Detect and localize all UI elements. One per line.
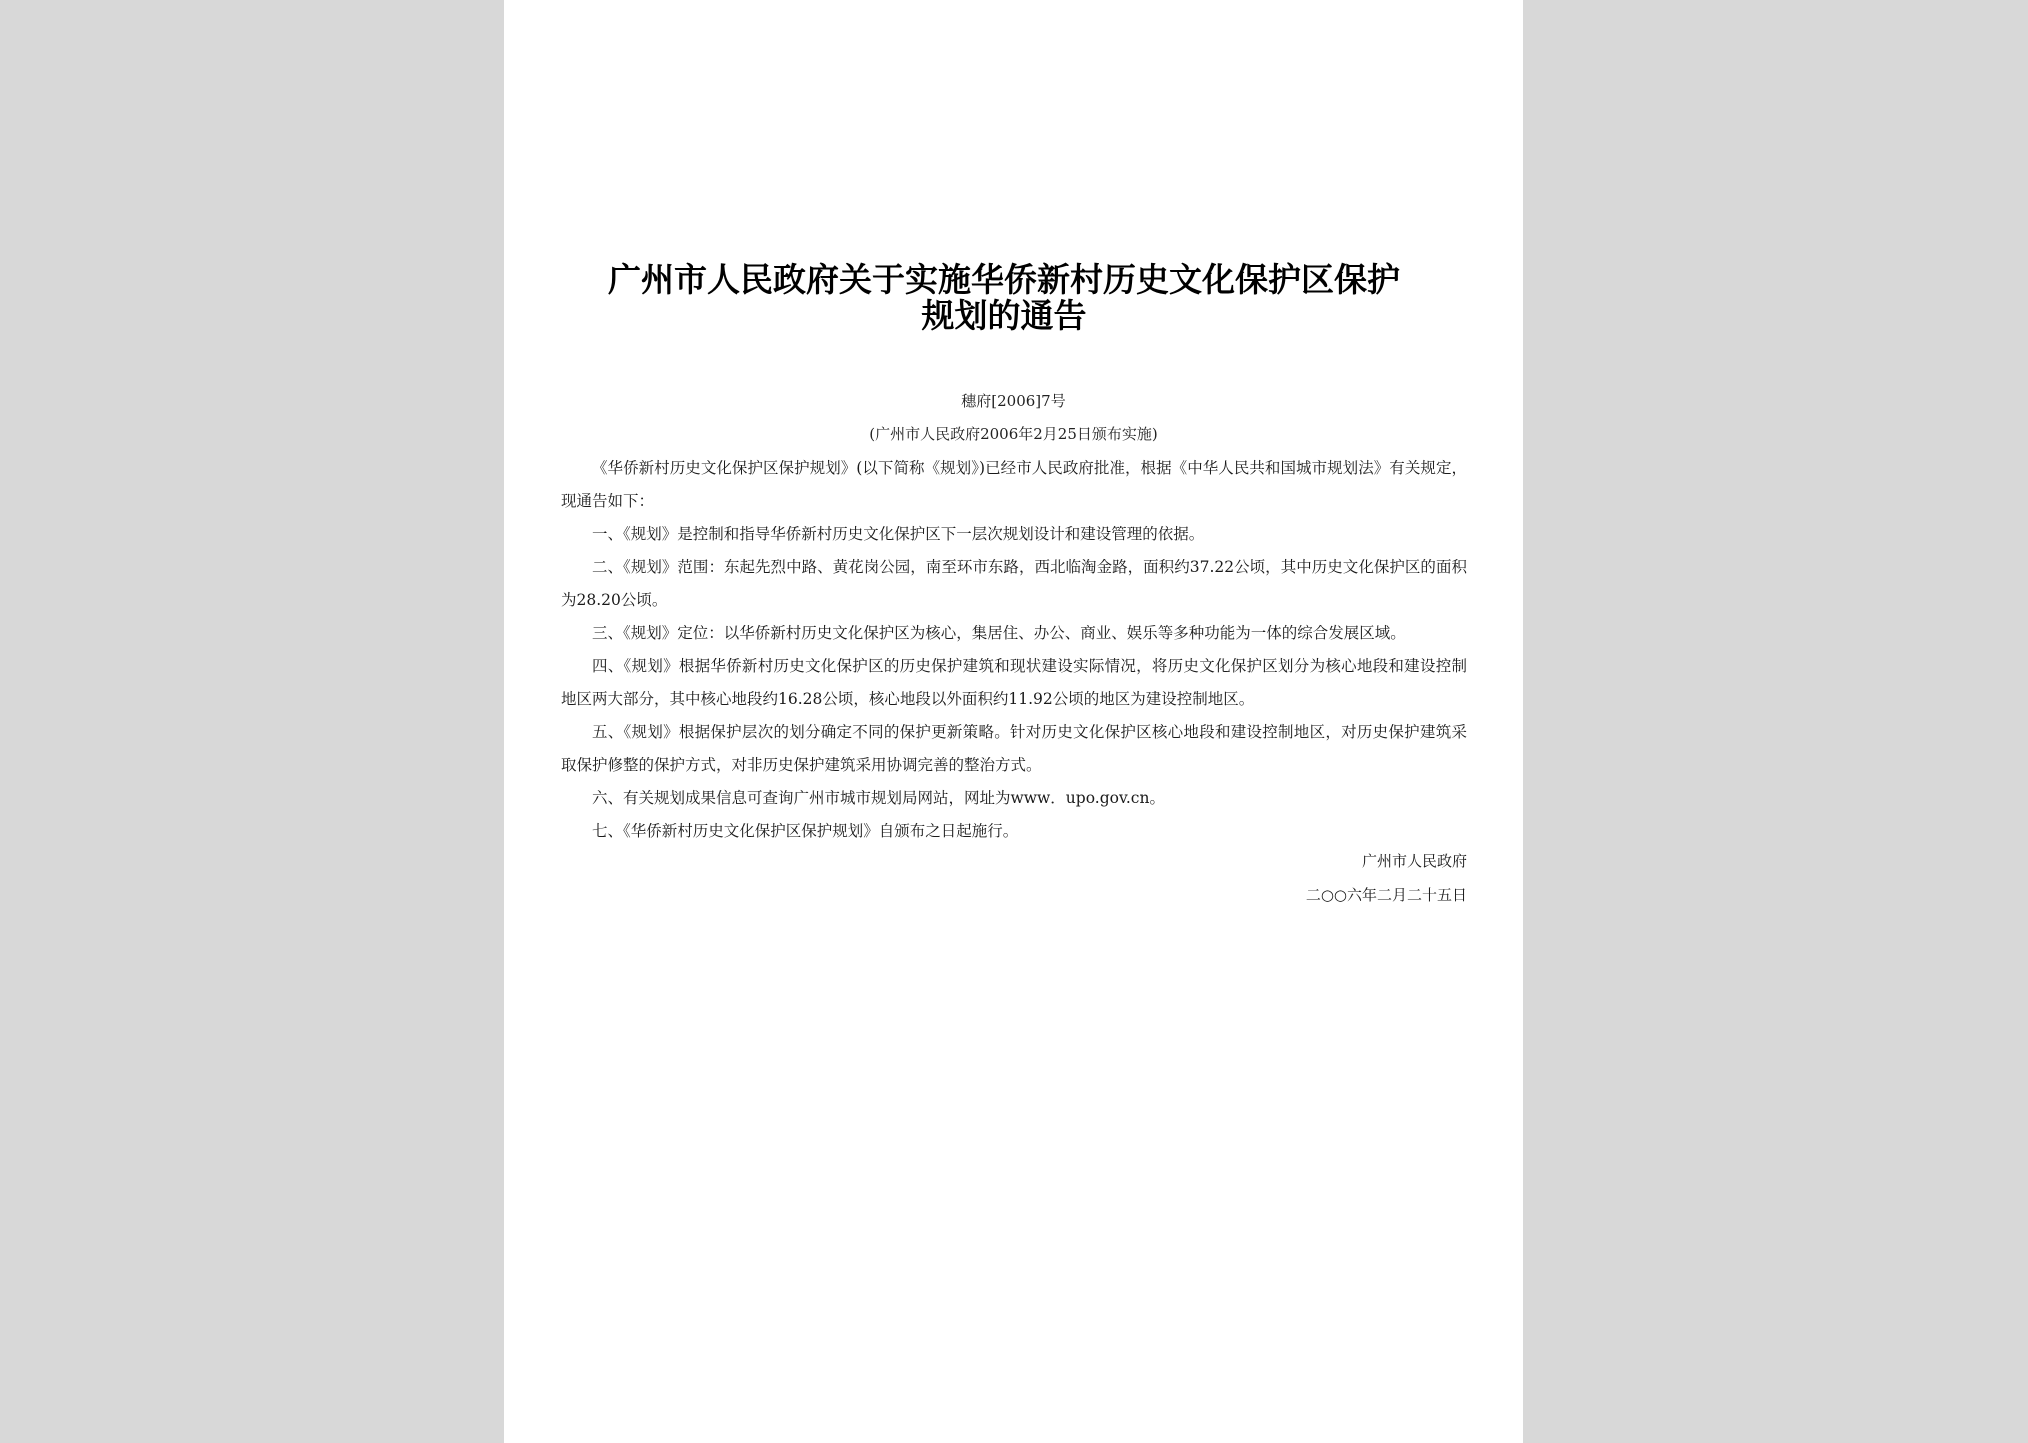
issuer-signature: 广州市人民政府 [1361, 852, 1467, 870]
paragraph-4: 四、《规划》根据华侨新村历史文化保护区的历史保护建筑和现状建设实际情况，将历史文化保护区划分为核心地段和建设控制地区两大部分，其中核心地段约16.28公顷，核心地段以外面积约11.92公顷的地区为建设控制地区。 [561, 657, 1467, 708]
paragraph-3: 三、《规划》定位：以华侨新村历史文化保护区为核心，集居住、办公、商业、娱乐等多种功能为一体的综合发展区域。 [592, 624, 1406, 642]
paragraph-2: 二、《规划》范围：东起先烈中路、黄花岗公园，南至环市东路，西北临淘金路，面积约37.22公顷，其中历史文化保护区的面积为28.20公顷。 [561, 558, 1467, 609]
document-title: 广州市人民政府关于实施华侨新村历史文化保护区保护规划的通告 [608, 260, 1400, 335]
paragraph-intro: 《华侨新村历史文化保护区保护规划》(以下简称《规划》)已经市人民政府批准，根据《中华人民共和国城市规划法》有关规定，现通告如下： [561, 459, 1467, 510]
paragraph-7: 七、《华侨新村历史文化保护区保护规划》自颁布之日起施行。 [592, 822, 1019, 840]
document-page [504, 0, 1523, 1443]
document-body [561, 452, 1467, 848]
document-subtitle: (广州市人民政府2006年2月25日颁布实施) [869, 425, 1158, 443]
document-number: 穗府[2006]7号 [961, 392, 1066, 410]
paragraph-6: 六、有关规划成果信息可查询广州市城市规划局网站，网址为www．upo.gov.cn。 [592, 789, 1165, 807]
paragraph-1: 一、《规划》是控制和指导华侨新村历史文化保护区下一层次规划设计和建设管理的依据。 [592, 525, 1205, 543]
issue-date: 二○○六年二月二十五日 [1305, 886, 1467, 904]
paragraph-5: 五、《规划》根据保护层次的划分确定不同的保护更新策略。针对历史文化保护区核心地段和建设控制地区，对历史保护建筑采取保护修整的保护方式，对非历史保护建筑采用协调完善的整治方式。 [561, 723, 1467, 774]
